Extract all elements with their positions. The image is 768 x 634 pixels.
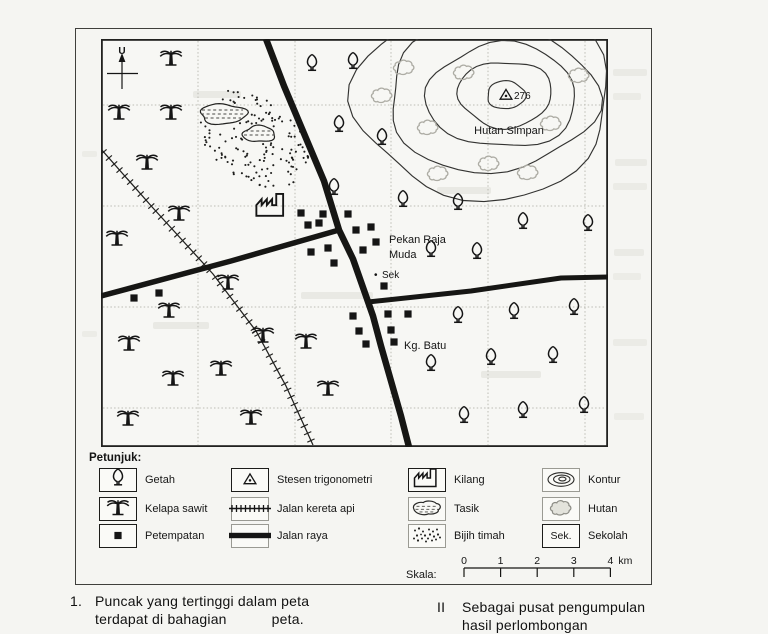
scale-bar bbox=[460, 553, 660, 583]
scale-tick-label: 0 bbox=[461, 555, 467, 567]
legend-item-petempatan bbox=[99, 523, 204, 548]
question-2 bbox=[437, 599, 737, 634]
bleed-artifact bbox=[82, 151, 97, 157]
school-dot: • bbox=[374, 270, 378, 281]
road-icon bbox=[229, 533, 271, 538]
legend-item-getah bbox=[99, 467, 175, 492]
kontur-icon bbox=[548, 473, 574, 487]
legend-column bbox=[231, 29, 401, 586]
legend-item-label: Hutan bbox=[588, 502, 618, 515]
figure-border bbox=[75, 28, 652, 585]
kelapa-icon bbox=[107, 500, 129, 514]
question-2-text bbox=[462, 599, 645, 634]
legend-symbol-box bbox=[542, 524, 580, 548]
legend-item-label: Kontur bbox=[588, 473, 621, 486]
kilang-icon bbox=[410, 469, 444, 490]
pekan-raja-muda-label-1: Pekan Raja bbox=[389, 234, 446, 246]
question-2-line-1: Sebagai pusat pengumpulan bbox=[462, 599, 646, 615]
legend-symbol-box bbox=[231, 497, 269, 521]
legend-symbol-box bbox=[99, 524, 137, 548]
legend-item-road bbox=[231, 523, 328, 548]
kg-batu-label: Kg. Batu bbox=[404, 340, 447, 352]
legend-item-sek bbox=[542, 523, 628, 548]
legend-item-kelapa bbox=[99, 496, 207, 521]
legend-item-tasik bbox=[408, 496, 479, 521]
north-label: U bbox=[118, 46, 126, 57]
legend-symbol-box bbox=[99, 497, 137, 521]
stesen-icon bbox=[233, 469, 267, 490]
scale-label: Skala: bbox=[406, 569, 437, 581]
legend-item-stesen bbox=[231, 467, 372, 492]
question-1-text bbox=[95, 593, 309, 628]
getah-icon bbox=[101, 469, 135, 490]
scale-bar-graphic bbox=[460, 553, 660, 583]
kilang-icon bbox=[415, 469, 436, 487]
legend-item-label: Petempatan bbox=[145, 529, 205, 542]
legend-column bbox=[542, 29, 712, 586]
legend-symbol-box bbox=[231, 524, 269, 548]
scale-tick-label: 1 bbox=[497, 555, 504, 567]
question-1-number: 1. bbox=[70, 593, 83, 609]
legend-item-label: Kelapa sawit bbox=[145, 502, 208, 515]
hutan-icon bbox=[544, 498, 578, 519]
hutan-simpan-label: Hutan Simpan bbox=[474, 125, 544, 137]
legend-item-kilang bbox=[408, 467, 485, 492]
kelapa-icon bbox=[101, 498, 135, 519]
legend-title: Petunjuk: bbox=[89, 452, 142, 464]
peak-height-label: 276 bbox=[514, 91, 531, 102]
question-2-line-2: hasil perlombongan bbox=[462, 616, 588, 633]
stesen-icon bbox=[244, 474, 256, 484]
bijih-icon bbox=[413, 527, 441, 542]
pekan-raja-muda-label-2: Muda bbox=[389, 249, 417, 261]
legend-symbol-box bbox=[231, 468, 269, 492]
bleed-artifact bbox=[82, 331, 97, 337]
petempatan-icon bbox=[114, 532, 121, 539]
railway-icon bbox=[233, 498, 267, 519]
legend-symbol-box bbox=[408, 497, 446, 521]
bijih-icon bbox=[410, 525, 444, 546]
legend-symbol-box bbox=[542, 497, 580, 521]
legend-symbol-box bbox=[542, 468, 580, 492]
school-abbrev: Sek. bbox=[550, 529, 572, 542]
legend-item-label: Getah bbox=[145, 473, 175, 486]
hutan-icon bbox=[550, 501, 570, 515]
kontur-icon bbox=[544, 469, 578, 490]
tasik-icon bbox=[410, 498, 444, 519]
legend-item-label: Kilang bbox=[454, 473, 485, 486]
petempatan-icon bbox=[101, 525, 135, 546]
question-1-line-2: terdapat di bahagian peta. bbox=[95, 610, 304, 627]
legend-symbol-box bbox=[408, 468, 446, 492]
legend-item-label: Bijih timah bbox=[454, 529, 505, 542]
legend-item-railway bbox=[231, 496, 355, 521]
question-1-line-1: Puncak yang tertinggi dalam peta bbox=[95, 593, 310, 609]
legend-symbol-box bbox=[408, 524, 446, 548]
scale-tick-label: 2 bbox=[534, 555, 541, 567]
scale-unit: km bbox=[618, 555, 633, 567]
road-icon bbox=[233, 525, 267, 546]
legend-item-kontur bbox=[542, 467, 620, 492]
getah-icon bbox=[113, 469, 122, 485]
school-label: Sek bbox=[382, 270, 400, 281]
legend-item-label: Tasik bbox=[454, 502, 480, 515]
legend-item-label: Jalan raya bbox=[277, 529, 328, 542]
question-2-number: II bbox=[437, 599, 446, 615]
scale-tick-label: 3 bbox=[570, 555, 577, 567]
scale-tick-label: 4 bbox=[607, 555, 614, 567]
question-1 bbox=[70, 593, 400, 628]
legend-symbol-box bbox=[99, 468, 137, 492]
legend-item-bijih bbox=[408, 523, 505, 548]
legend-item-label: Jalan kereta api bbox=[277, 502, 355, 515]
legend-item-hutan bbox=[542, 496, 617, 521]
tasik-icon bbox=[413, 501, 440, 515]
legend-item-label: Stesen trigonometri bbox=[277, 473, 373, 486]
railway-icon bbox=[229, 505, 271, 512]
legend-item-label: Sekolah bbox=[588, 529, 628, 542]
